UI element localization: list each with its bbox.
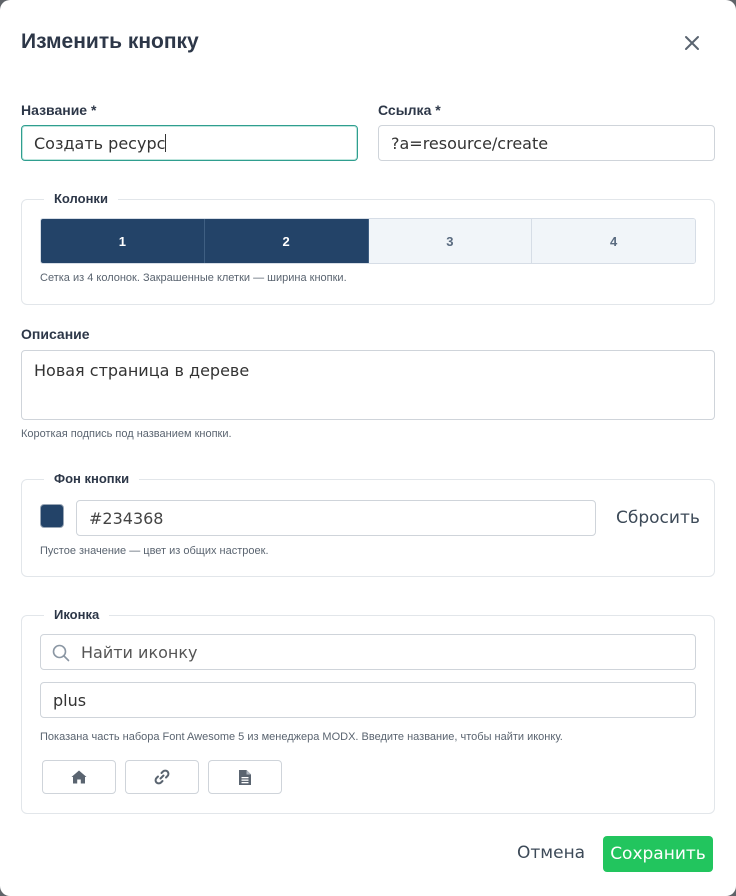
file-icon [238, 769, 252, 786]
icon-name-value: plus [53, 690, 87, 710]
icon-legend: Иконка [44, 607, 109, 622]
reset-button[interactable]: Сбросить [616, 508, 700, 528]
description-value: Новая страница в дереве [34, 361, 250, 380]
icon-fieldset [21, 607, 715, 814]
name-input[interactable] [21, 125, 358, 161]
cancel-button[interactable]: Отмена [517, 843, 586, 863]
icon-hint: Показана часть набора Font Awesome 5 из менеджера MODX. Введите название, чтобы найти иконку. [40, 731, 563, 743]
column-cell-1[interactable]: 1 [41, 219, 205, 263]
icon-choice-home[interactable] [42, 760, 116, 794]
color-swatch[interactable] [40, 504, 64, 528]
link-input[interactable] [378, 125, 715, 161]
link-label: Ссылка * [378, 102, 441, 118]
save-button[interactable]: Сохранить [603, 836, 713, 872]
icon-name-input[interactable] [40, 682, 696, 718]
icon-search-placeholder: Найти иконку [81, 642, 198, 662]
column-cell-3[interactable]: 3 [369, 219, 533, 263]
columns-fieldset [21, 191, 715, 305]
background-legend: Фон кнопки [44, 471, 139, 486]
columns-selector [40, 218, 696, 264]
text-caret [165, 134, 166, 152]
description-hint: Короткая подпись под названием кнопки. [21, 428, 232, 440]
icon-choice-file[interactable] [208, 760, 282, 794]
description-label: Описание [21, 326, 90, 342]
icon-search-input[interactable] [40, 634, 696, 670]
columns-hint: Сетка из 4 колонок. Закрашенные клетки — ширина кнопки. [40, 272, 347, 284]
description-textarea[interactable] [21, 350, 715, 420]
column-cell-4[interactable]: 4 [532, 219, 695, 263]
search-icon [52, 644, 70, 662]
background-hint: Пустое значение — цвет из общих настроек. [40, 545, 269, 557]
name-input-value: Создать ресурс [34, 133, 166, 153]
background-fieldset [21, 471, 715, 577]
close-icon[interactable] [680, 31, 704, 55]
background-color-input[interactable] [76, 500, 596, 536]
home-icon [70, 769, 88, 785]
icon-choice-link[interactable] [125, 760, 199, 794]
background-color-value: #234368 [89, 508, 164, 528]
link-icon [153, 768, 171, 786]
column-cell-2[interactable]: 2 [205, 219, 369, 263]
name-label: Название * [21, 102, 97, 118]
columns-legend: Колонки [44, 191, 118, 206]
link-input-value: ?a=resource/create [391, 133, 549, 153]
dialog-title: Изменить кнопку [21, 30, 199, 53]
